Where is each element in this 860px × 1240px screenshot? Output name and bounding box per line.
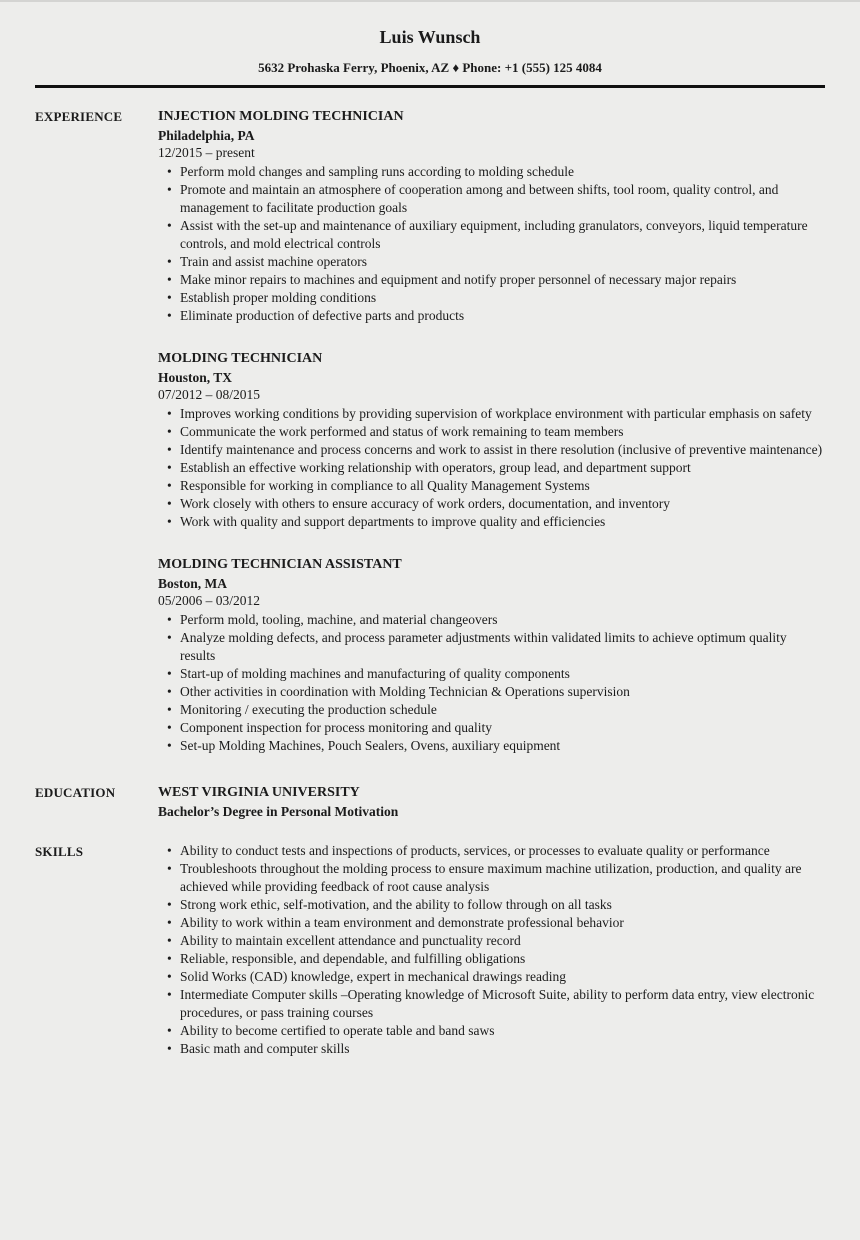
bullet-item: • Responsible for working in compliance to all Quality Management Systems bbox=[158, 477, 825, 495]
bullet-item: • Strong work ethic, self-motivation, and the ability to follow through on all tasks bbox=[158, 896, 825, 914]
skills-label: SKILLS bbox=[35, 844, 84, 859]
job-title: INJECTION MOLDING TECHNICIAN bbox=[158, 109, 404, 124]
bullet-item: • Set-up Molding Machines, Pouch Sealers, Ovens, auxiliary equipment bbox=[158, 737, 825, 755]
bullet-item: • Ability to become certified to operate table and band saws bbox=[158, 1022, 825, 1040]
school-name: WEST VIRGINIA UNIVERSITY bbox=[158, 785, 360, 800]
experience-label: EXPERIENCE bbox=[35, 109, 123, 124]
job-location: Houston, TX bbox=[158, 370, 233, 385]
bullet-item: • Start-up of molding machines and manufacturing of quality components bbox=[158, 665, 825, 683]
job-dates: 05/2006 – 03/2012 bbox=[158, 593, 261, 608]
bullet-item: • Assist with the set-up and maintenance of auxiliary equipment, including granulators, conveyors, liquid temperature controls, and mold electrical controls bbox=[158, 217, 825, 253]
bullet-item: • Basic math and computer skills bbox=[158, 1040, 825, 1058]
candidate-name: Luis Wunsch bbox=[379, 27, 481, 47]
job-dates: 07/2012 – 08/2015 bbox=[158, 387, 261, 402]
experience-content bbox=[158, 107, 825, 755]
bullet-item: • Reliable, responsible, and dependable, and fulfilling obligations bbox=[158, 950, 825, 968]
bullet-item: • Work closely with others to ensure accuracy of work orders, documentation, and inventory bbox=[158, 495, 825, 513]
job-title: MOLDING TECHNICIAN ASSISTANT bbox=[158, 557, 402, 572]
skills-content bbox=[158, 842, 825, 1058]
bullet-item: • Ability to conduct tests and inspections of products, services, or processes to evaluate quality or performance bbox=[158, 842, 825, 860]
contact-line: 5632 Prohaska Ferry, Phoenix, AZ ♦ Phone: +1 (555) 125 4084 bbox=[258, 60, 602, 75]
header-divider bbox=[35, 85, 825, 88]
bullet-item: • Establish proper molding conditions bbox=[158, 289, 825, 307]
bullet-item: • Work with quality and support departments to improve quality and efficiencies bbox=[158, 513, 825, 531]
bullet-item: • Eliminate production of defective parts and products bbox=[158, 307, 825, 325]
bullet-item: • Ability to maintain excellent attendance and punctuality record bbox=[158, 932, 825, 950]
bullet-item: • Establish an effective working relationship with operators, group lead, and department support bbox=[158, 459, 825, 477]
bullet-item: • Intermediate Computer skills –Operating knowledge of Microsoft Suite, ability to perform data entry, view electronic procedures, or pass training courses bbox=[158, 986, 825, 1022]
bullet-item: • Improves working conditions by providing supervision of workplace environment with particular emphasis on safety bbox=[158, 405, 825, 423]
bullet-item: • Train and assist machine operators bbox=[158, 253, 825, 271]
bullet-item: • Analyze molding defects, and process parameter adjustments within validated limits to achieve optimum quality results bbox=[158, 629, 825, 665]
bullet-item: • Identify maintenance and process concerns and work to assist in there resolution (inclusive of preventive maintenance) bbox=[158, 441, 825, 459]
job-bullet-list bbox=[158, 611, 825, 755]
job-location: Philadelphia, PA bbox=[158, 128, 255, 143]
job-bullet-list bbox=[158, 405, 825, 531]
job-entry bbox=[158, 349, 825, 531]
job-entry bbox=[158, 107, 825, 325]
experience-section bbox=[35, 107, 825, 755]
bullet-item: • Perform mold, tooling, machine, and material changeovers bbox=[158, 611, 825, 629]
bullet-item: • Promote and maintain an atmosphere of cooperation among and between shifts, tool room, quality control, and management to facilitate production goals bbox=[158, 181, 825, 217]
bullet-item: • Component inspection for process monitoring and quality bbox=[158, 719, 825, 737]
bullet-item: • Communicate the work performed and status of work remaining to team members bbox=[158, 423, 825, 441]
education-content bbox=[158, 783, 825, 822]
bullet-item: • Perform mold changes and sampling runs according to molding schedule bbox=[158, 163, 825, 181]
bullet-item: • Make minor repairs to machines and equipment and notify proper personnel of necessary major repairs bbox=[158, 271, 825, 289]
job-bullet-list bbox=[158, 163, 825, 325]
bullet-item: • Monitoring / executing the production schedule bbox=[158, 701, 825, 719]
bullet-item: • Solid Works (CAD) knowledge, expert in mechanical drawings reading bbox=[158, 968, 825, 986]
education-label: EDUCATION bbox=[35, 785, 116, 800]
bullet-item: • Troubleshoots throughout the molding process to ensure maximum machine utilization, production, and quality are achieved while providing feedback of root cause analysis bbox=[158, 860, 825, 896]
job-entry bbox=[158, 555, 825, 755]
degree-name: Bachelor’s Degree in Personal Motivation bbox=[158, 804, 399, 819]
job-title: MOLDING TECHNICIAN bbox=[158, 351, 323, 366]
job-location: Boston, MA bbox=[158, 576, 228, 591]
bullet-item: • Other activities in coordination with Molding Technician & Operations supervision bbox=[158, 683, 825, 701]
bullet-item: • Ability to work within a team environment and demonstrate professional behavior bbox=[158, 914, 825, 932]
skills-section bbox=[35, 842, 825, 1058]
job-dates: 12/2015 – present bbox=[158, 145, 255, 160]
education-section bbox=[35, 783, 825, 822]
skills-bullet-list bbox=[158, 842, 825, 1058]
